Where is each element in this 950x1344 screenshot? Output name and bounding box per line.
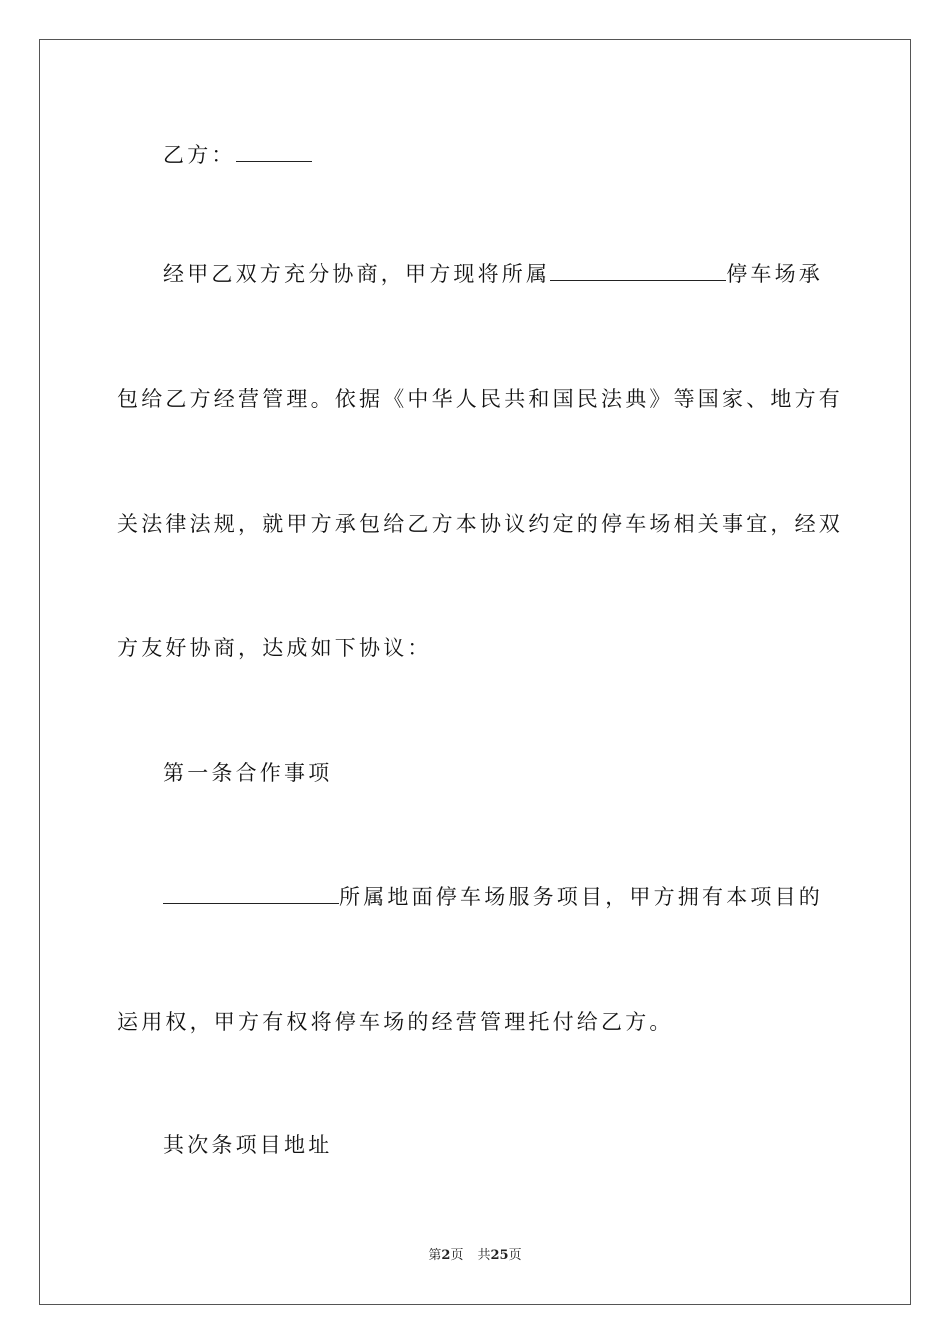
party-b-label: 乙方： (163, 143, 236, 167)
para1-line1 (163, 259, 879, 289)
party-b-blank (236, 141, 312, 162)
article1-line2: 运用权，甲方有权将停车场的经营管理托付给乙方。 (117, 1010, 674, 1034)
para1-line4: 方友好协商，达成如下协议： (117, 636, 432, 660)
party-b-line (163, 140, 879, 170)
article1-title: 第一条合作事项 (163, 761, 333, 785)
article1-line1-suffix: 所属地面停车场服务项目，甲方拥有本项目的 (339, 885, 823, 909)
para1-line1-suffix: 停车场承 (726, 262, 824, 286)
project-name-blank (163, 883, 339, 904)
para1-line3: 关法律法规，就甲方承包给乙方本协议约定的停车场相关事宜，经双 (117, 512, 843, 536)
para1-line2: 包给乙方经营管理。依据《中华人民共和国民法典》等国家、地方有 (117, 387, 843, 411)
article1-line1 (163, 882, 879, 912)
page-footer: 第2页 共25页 (428, 1248, 522, 1263)
parking-lot-name-blank (550, 260, 726, 281)
para1-line1-prefix: 经甲乙双方充分协商，甲方现将所属 (163, 262, 551, 286)
current-page-number: 2 (441, 1248, 451, 1263)
total-page-number: 25 (490, 1248, 509, 1263)
page-frame (39, 39, 911, 1305)
article2-title: 其次条项目地址 (163, 1133, 333, 1157)
